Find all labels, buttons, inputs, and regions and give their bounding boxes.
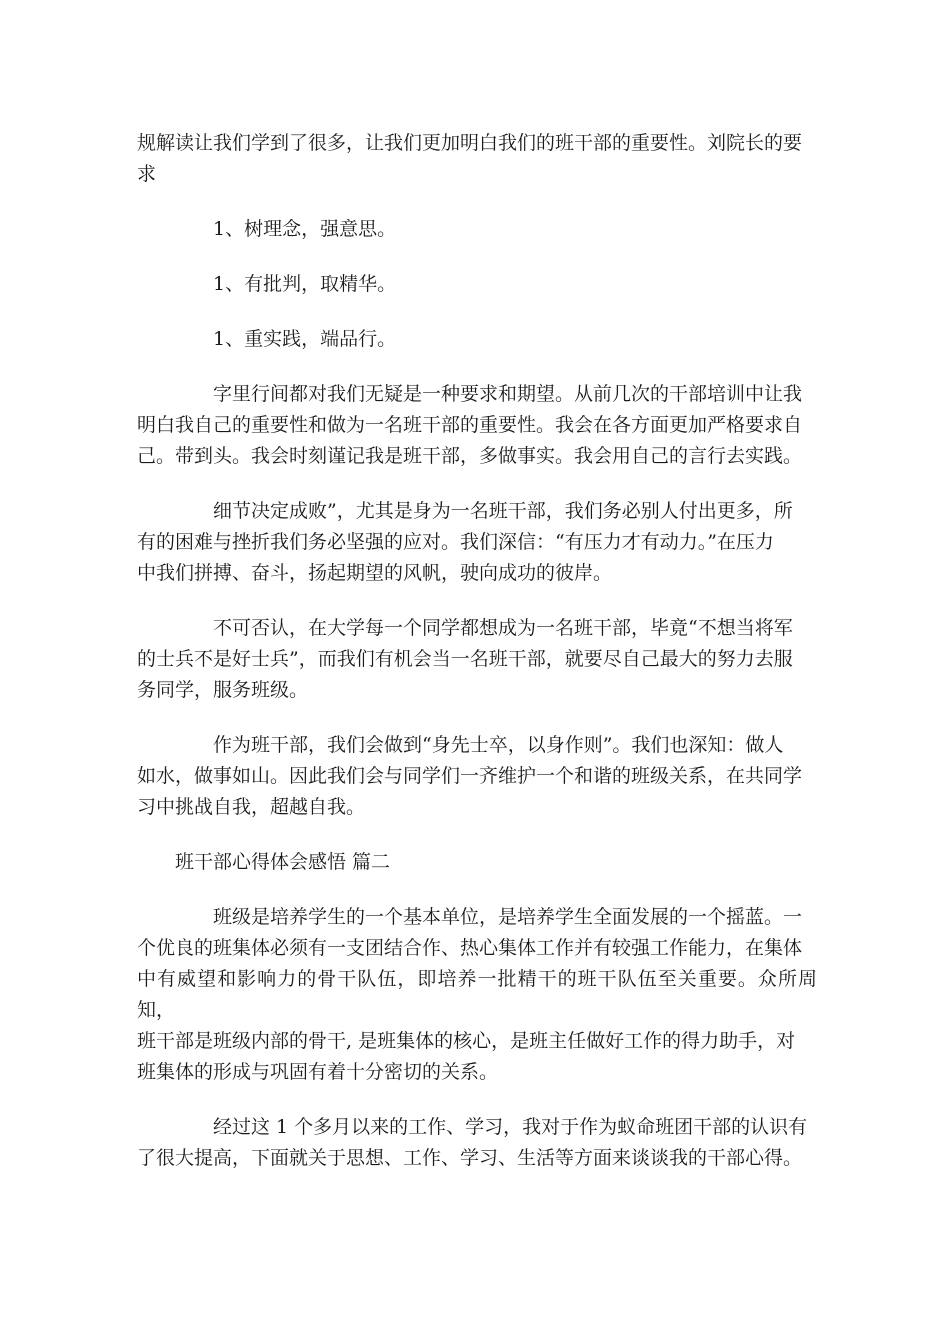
paragraph-4	[137, 613, 817, 706]
text-line: 细节决定成败”，尤其是身为一名班干部，我们务必别人付出更多，所	[213, 500, 793, 522]
paragraph-1	[137, 128, 817, 190]
paragraph-5	[137, 730, 817, 823]
list-item-2: 1、有批判，取精华。	[213, 273, 397, 295]
text-line: 中有威望和影响力的骨干队伍，即培养一批精干的班干队伍至关重要。众所周知，	[137, 968, 817, 1021]
paragraph-7	[137, 1112, 817, 1174]
text-line: 个优良的班集体必须有一支团结合作、热心集体工作并有较强工作能力，在集体	[137, 937, 803, 959]
text-line: 务同学，服务班级。	[137, 679, 309, 701]
text-line: 规解读让我们学到了很多，让我们更加明白我们的班干部的重要性。刘院长的要	[137, 132, 803, 154]
paragraph-6	[137, 902, 817, 1088]
paragraph-2	[137, 379, 817, 472]
text-line: 班集体的形成与巩固有着十分密切的关系。	[137, 1061, 499, 1083]
text-line: 中我们拼搏、奋斗，扬起期望的风帆，驶向成功的彼岸。	[137, 562, 613, 584]
text-line: 经过这 1 个多月以来的工作、学习，我对于作为蚁命班团干部的认识有	[213, 1116, 808, 1138]
text-line: 班级是培养学生的一个基本单位，是培养学生全面发展的一个摇蓝。一	[213, 906, 803, 928]
paragraph-3	[137, 496, 817, 589]
list-item-3: 1、重实践，端品行。	[213, 328, 397, 350]
text-line: 字里行间都对我们无疑是一种要求和期望。从前几次的干部培训中让我	[213, 383, 803, 405]
text-line: 己。带到头。我会时刻谨记我是班干部，多做事实。我会用自己的言行去实践。	[137, 445, 803, 467]
text-line: 的士兵不是好士兵”，而我们有机会当一名班干部，就要尽自己最大的努力去服	[137, 648, 793, 670]
document-page	[137, 128, 817, 1198]
text-line: 不可否认，在大学每一个同学都想成为一名班干部，毕竟“不想当将军	[213, 617, 793, 639]
text-line: 了很大提高，下面就关于思想、工作、学习、生活等方面来谈谈我的干部心得。	[137, 1147, 803, 1169]
text-line: 求	[137, 163, 157, 185]
text-line: 班干部是班级内部的骨干, 是班集体的核心，是班主任做好工作的得力助手，对	[137, 1030, 796, 1052]
list-item-1: 1、树理念，强意思。	[213, 218, 397, 240]
text-line: 明白我自己的重要性和做为一名班干部的重要性。我会在各方面更加严格要求自	[137, 414, 803, 436]
text-line: 如水，做事如山。因此我们会与同学们一齐维护一个和谐的班级关系，在共同学	[137, 765, 803, 787]
text-line: 有的困难与挫折我们务必坚强的应对。我们深信：“有压力才有动力。”在压力	[137, 531, 774, 553]
text-line: 作为班干部，我们会做到“身先士卒，以身作则”。我们也深知：做人	[213, 734, 784, 756]
text-line: 习中挑战自我，超越自我。	[137, 796, 366, 818]
section-heading: 班干部心得体会感悟 篇二	[175, 851, 391, 873]
